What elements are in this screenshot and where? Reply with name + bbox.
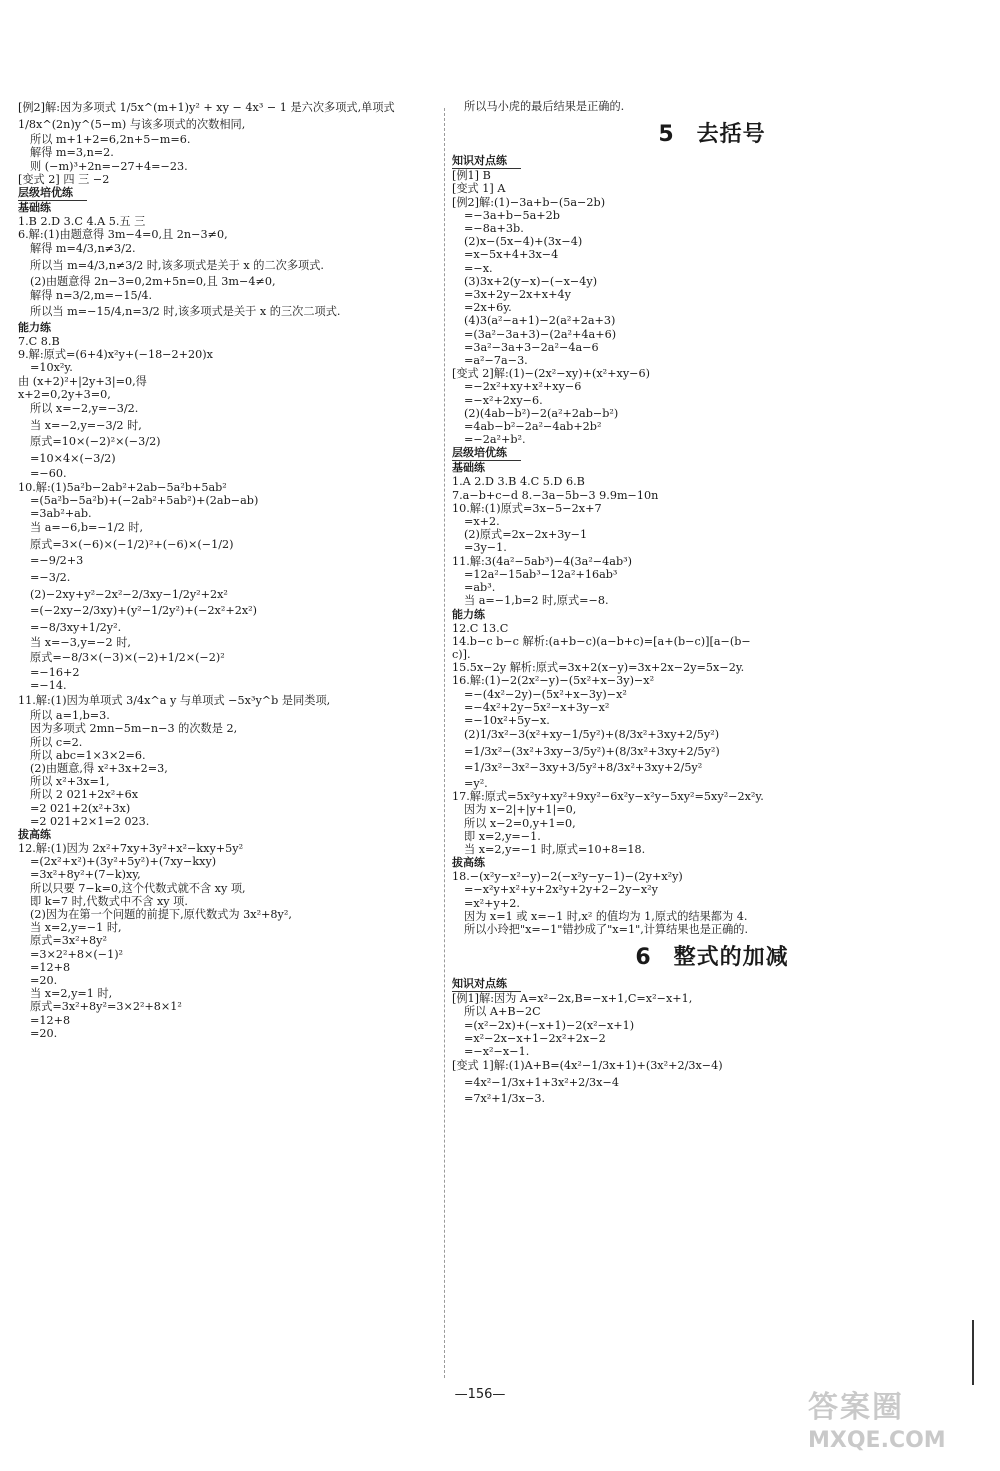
answer-line: =−16+2	[30, 666, 80, 680]
answer-line: 1.B 2.D 3.C 4.A 5.五 三	[18, 215, 146, 228]
section-number: 6	[635, 945, 652, 971]
answer-line: =x−5x+4+3x−4	[464, 248, 559, 262]
answer-line: 所以 2 021+2x²+6x	[30, 788, 139, 802]
answer-line: 原式=3x²+8y²=3×2²+8×1²	[30, 1000, 182, 1014]
answer-line: [变式 2]解:(1)−(2x²−xy)+(x²+xy−6)	[452, 367, 650, 381]
label-text: 知识对点练	[452, 977, 521, 992]
answer-line: 17.解:原式=5x²y+xy²+9xy²−6x²y−x²y−5xy²=5xy²−2x²y.	[452, 790, 764, 804]
answer-line: (2)1/3x²−3(x²+xy−1/5y²)+(8/3x²+3xy+2/5y²)	[464, 728, 720, 742]
answer-line: 当 x=2,y=1 时,	[30, 987, 113, 1001]
answer-line: =−x²+2xy−6.	[464, 393, 543, 407]
answer-line: =1/3x²−3x²−3xy+3/5y²+8/3x²+3xy+2/5y²	[464, 761, 703, 775]
answer-line: =−x²−x−1.	[464, 1044, 530, 1058]
answer-line: 原式=3x²+8y²	[30, 934, 107, 948]
section-label	[452, 446, 972, 461]
answer-line: [例2]解:(1)−3a+b−(5a−2b)	[452, 195, 606, 209]
answer-line: =1/3x²−(3x²+3xy−3/5y²)+(8/3x²+3xy+2/5y²)	[464, 744, 720, 758]
label-text: 拔高练	[18, 827, 51, 841]
answer-line: 所以 abc=1×3×2=6.	[30, 748, 146, 762]
section-number: 5	[658, 122, 675, 148]
answer-line: (2)x−(5x−4)+(3x−4)	[464, 235, 583, 249]
page-number: —156—	[454, 1387, 506, 1402]
answer-line: 所以只要 7−k=0,这个代数式就不含 xy 项,	[30, 881, 246, 895]
answer-line: (4)3(a²−a+1)−2(a²+2a+3)	[464, 314, 616, 328]
answer-line: =(3a²−3a+3)−(2a²+4a+6)	[464, 327, 617, 341]
answer-line: =3ab²+ab.	[30, 506, 92, 520]
label-text: 知识对点练	[452, 154, 521, 169]
label-text: 能力练	[452, 607, 485, 621]
section-title: 整式的加减	[673, 945, 789, 971]
answer-line: 原式=10×(−2)²×(−3/2)	[30, 435, 161, 449]
label-text: 层级培优练	[452, 446, 521, 461]
answer-line: 当 a=−1,b=2 时,原式=−8.	[464, 594, 609, 608]
answer-line: =ab³.	[464, 581, 496, 595]
answer-line: 15.5x−2y 解析:原式=3x+2(x−y)=3x+2x−2y=5x−2y.	[452, 661, 745, 675]
answer-line: =−3a+b−5a+2b	[464, 208, 560, 222]
answer-line: 7.C 8.B	[18, 334, 60, 348]
answer-line: 原式=−8/3×(−3)×(−2)+1/2×(−2)²	[30, 650, 225, 664]
answer-line: 11.解:3(4a²−5ab³)−4(3a²−4ab³)	[452, 554, 632, 568]
answer-line: 14.b−c b−c 解析:(a+b−c)(a−b+c)=[a+(b−c)][a−(b−	[452, 634, 751, 648]
answer-line: =−60.	[30, 467, 67, 481]
answer-line: 16.解:(1)−2(2x²−y)−(5x²+x−3y)−x²	[452, 674, 655, 688]
answer-line: =−(4x²−2y)−(5x²+x−3y)−x²	[464, 687, 627, 701]
answer-line: 所以当 m=−15/4,n=3/2 时,该多项式是关于 x 的三次二项式.	[30, 305, 341, 319]
answer-line: =3x²+8y²+(7−k)xy,	[30, 868, 141, 882]
answer-line: 1/8x^(2n)y^(5−m) 与该多项式的次数相同,	[18, 117, 246, 131]
answer-line: =−x.	[464, 261, 493, 275]
answer-line: (2)由题意,得 x²+3x+2=3,	[30, 761, 168, 775]
answer-line: 当 a=−6,b=−1/2 时,	[30, 521, 144, 535]
answer-line: 11.解:(1)因为单项式 3/4x^a y 与单项式 −5x³y^b 是同类项,	[18, 693, 331, 707]
answer-line: [例1] B	[452, 169, 491, 183]
answer-line: 原式=3×(−6)×(−1/2)²+(−6)×(−1/2)	[30, 537, 234, 551]
answer-line: 当 x=2,y=−1 时,	[30, 921, 122, 935]
answer-line: =7x²+1/3x−3.	[464, 1092, 546, 1106]
answer-line: =4x²−1/3x+1+3x²+2/3x−4	[464, 1075, 619, 1089]
section-label	[18, 828, 436, 842]
answer-line: (3)3x+2(y−x)−(−x−4y)	[464, 274, 598, 288]
answer-line: (2)由题意得 2n−3=0,2m+5n=0,且 3m−4≠0,	[30, 274, 276, 288]
answer-line: =−8a+3b.	[464, 222, 524, 236]
answer-line: =−10x²+5y−x.	[464, 713, 550, 727]
answer-line: 解得 m=3,n=2.	[30, 146, 114, 160]
answer-line: =2 021+2×1=2 023.	[30, 814, 150, 828]
answer-line: =3a²−3a+3−2a²−4a−6	[464, 340, 599, 354]
answer-line: c)].	[452, 647, 471, 661]
answer-line: (2)因为在第一个问题的前提下,原代数式为 3x²+8y²,	[30, 907, 292, 921]
answer-line: 即 x=2,y=−1.	[464, 829, 541, 843]
answer-line: =−4x²+2y−5x²−x+3y−x²	[464, 700, 610, 714]
answer-line: 即 k=7 时,代数式中不含 xy 项.	[30, 894, 188, 908]
answer-line: =−9/2+3	[30, 554, 84, 568]
label-text: 能力练	[18, 320, 51, 334]
answer-line: =(x²−2x)+(−x+1)−2(x²−x+1)	[464, 1018, 635, 1032]
answer-line: =10x²y.	[30, 361, 73, 375]
answer-line: 12.C 13.C	[452, 621, 509, 635]
answer-line: =y².	[464, 776, 488, 790]
answer-line: 所以 c=2.	[30, 735, 83, 749]
label-text: 层级培优练	[18, 186, 87, 201]
answer-line: 所以小玲把"x=−1"错抄成了"x=1",计算结果也是正确的.	[464, 922, 749, 936]
answer-line: =12+8	[30, 1013, 71, 1027]
answer-line: 10.解:(1)5a²b−2ab²+2ab−5a²b+5ab²	[18, 480, 227, 494]
answer-line: [例1]解:因为 A=x²−2x,B=−x+1,C=x²−x+1,	[452, 992, 693, 1006]
right-column-continuation	[452, 100, 972, 113]
answer-line: [例2]解:因为多项式 1/5x^(m+1)y² + xy − 4x³ − 1 是六次多项式,单项式	[18, 101, 395, 114]
answer-line: =2 021+2(x²+3x)	[30, 801, 131, 815]
answer-line: =20.	[30, 1026, 58, 1040]
answer-line: =3x+2y−2x+x+4y	[464, 288, 571, 302]
label-text: 基础练	[18, 201, 51, 214]
answer-line: =12+8	[30, 960, 71, 974]
answer-line: =10×4×(−3/2)	[30, 451, 116, 465]
answer-line: 所以 x−2=0,y+1=0,	[464, 816, 576, 830]
watermark-url: MXQE.COM	[808, 1428, 946, 1453]
watermark-logo	[808, 1388, 988, 1466]
answer-line: 解得 m=4/3,n≠3/2.	[30, 242, 136, 256]
answer-line: =(2x²+x²)+(3y²+5y²)+(7xy−kxy)	[30, 855, 217, 869]
answer-line: =−14.	[30, 679, 67, 693]
section-label	[452, 856, 972, 870]
answer-line: 当 x=−2,y=−3/2 时,	[30, 418, 142, 432]
answer-line: =−8/3xy+1/2y².	[30, 620, 122, 634]
answer-line: 由 (x+2)²+|2y+3|=0,得	[18, 374, 147, 388]
answer-line: =−3/2.	[30, 570, 71, 584]
answer-line: =2x+6y.	[464, 301, 512, 315]
answer-line: 因为 x=1 或 x=−1 时,x² 的值均为 1,原式的结果都为 4.	[464, 909, 748, 923]
answer-line: (2)−2xy+y²−2x²−2/3xy−1/2y²+2x²	[30, 587, 228, 601]
answer-line: 所以 a=1,b=3.	[30, 709, 110, 723]
answer-line: 则 (−m)³+2n=−27+4=−23.	[30, 159, 188, 173]
answer-line: [变式 2] 四 三 −2	[18, 172, 110, 186]
answer-line: =3×2²+8×(−1)²	[30, 947, 124, 961]
answer-line: 10.解:(1)原式=3x−5−2x+7	[452, 501, 602, 515]
watermark-text: 答案圈	[808, 1390, 904, 1425]
answer-line: x+2=0,2y+3=0,	[18, 387, 111, 401]
answer-line: =a²−7a−3.	[464, 354, 528, 368]
section-label	[18, 321, 436, 335]
answer-line: 当 x=−3,y=−2 时,	[30, 636, 131, 650]
section-title: 去括号	[696, 122, 766, 148]
answer-line: 所以 A+B−2C	[464, 1005, 541, 1019]
answer-line: =12a²−15ab³−12a²+16ab³	[464, 567, 618, 581]
answer-line: 解得 n=3/2,m=−15/4.	[30, 288, 153, 302]
section-5-body	[452, 154, 972, 936]
section-label	[452, 461, 972, 475]
section-label	[18, 186, 436, 201]
answer-line: =3y−1.	[464, 541, 507, 555]
answer-line: 6.解:(1)由题意得 3m−4=0,且 2n−3≠0,	[18, 228, 228, 242]
section-label	[18, 201, 436, 215]
answer-line: 当 x=2,y=−1 时,原式=10+8=18.	[464, 842, 646, 856]
column-divider	[444, 108, 445, 1378]
answer-line: =20.	[30, 974, 58, 987]
section-heading-6	[452, 940, 972, 971]
answer-line: (2)(4ab−b²)−2(a²+2ab−b²)	[464, 406, 619, 420]
answer-line: 9.解:原式=(6+4)x²y+(−18−2+20)x	[18, 348, 213, 362]
answer-line: 所以 x=−2,y=−3/2.	[30, 402, 139, 415]
answer-line: 18.−(x²y−x²−y)−2(−x²y−y−1)−(2y+x²y)	[452, 870, 683, 884]
section-label	[452, 977, 972, 992]
answer-line: 所以当 m=4/3,n≠3/2 时,该多项式是关于 x 的二次多项式.	[30, 259, 324, 272]
label-text: 拔高练	[452, 856, 485, 870]
label-text: 基础练	[452, 461, 485, 475]
right-column	[452, 100, 972, 1108]
page-edge-mark	[972, 1320, 974, 1385]
answer-line: =x²+y+2.	[464, 896, 520, 910]
answer-line: =4ab−b²−2a²−4ab+2b²	[464, 420, 602, 434]
answer-line: 所以 x²+3x=1,	[30, 775, 110, 789]
answer-line: =x²−2x−x+1−2x²+2x−2	[464, 1031, 606, 1045]
answer-line: (2)原式=2x−2x+3y−1	[464, 528, 588, 542]
left-column	[18, 100, 436, 1040]
answer-line: 因为 x−2|+|y+1|=0,	[464, 803, 577, 817]
answer-line: =(5a²b−5a²b)+(−2ab²+5ab²)+(2ab−ab)	[30, 493, 259, 507]
answer-line: =−x²y+x²+y+2x²y+2y+2−2y−x²y	[464, 883, 658, 897]
answer-line: 所以 m+1+2=6,2n+5−m=6.	[30, 133, 191, 147]
section-label	[452, 608, 972, 622]
answer-line: 1.A 2.D 3.B 4.C 5.D 6.B	[452, 475, 585, 489]
answer-line: 12.解:(1)因为 2x²+7xy+3y²+x²−kxy+5y²	[18, 841, 244, 855]
answer-line: =−2x²+xy+x²+xy−6	[464, 380, 582, 394]
section-heading-5	[452, 117, 972, 148]
answer-line: [变式 1] A	[452, 182, 506, 196]
section-label	[452, 154, 972, 169]
answer-line: [变式 1]解:(1)A+B=(4x²−1/3x+1)+(3x²+2/3x−4)	[452, 1059, 723, 1073]
answer-line: =−2a²+b².	[464, 433, 526, 447]
answer-line: 所以马小虎的最后结果是正确的.	[464, 100, 625, 113]
section-6-body	[452, 977, 972, 1108]
answer-line: =x+2.	[464, 515, 500, 529]
answer-line: =(−2xy−2/3xy)+(y²−1/2y²)+(−2x²+2x²)	[30, 604, 258, 618]
answer-line: 因为多项式 2mn−5m−n−3 的次数是 2,	[30, 722, 238, 736]
answer-line: 7.a−b+c−d 8.−3a−5b−3 9.9m−10n	[452, 488, 659, 502]
